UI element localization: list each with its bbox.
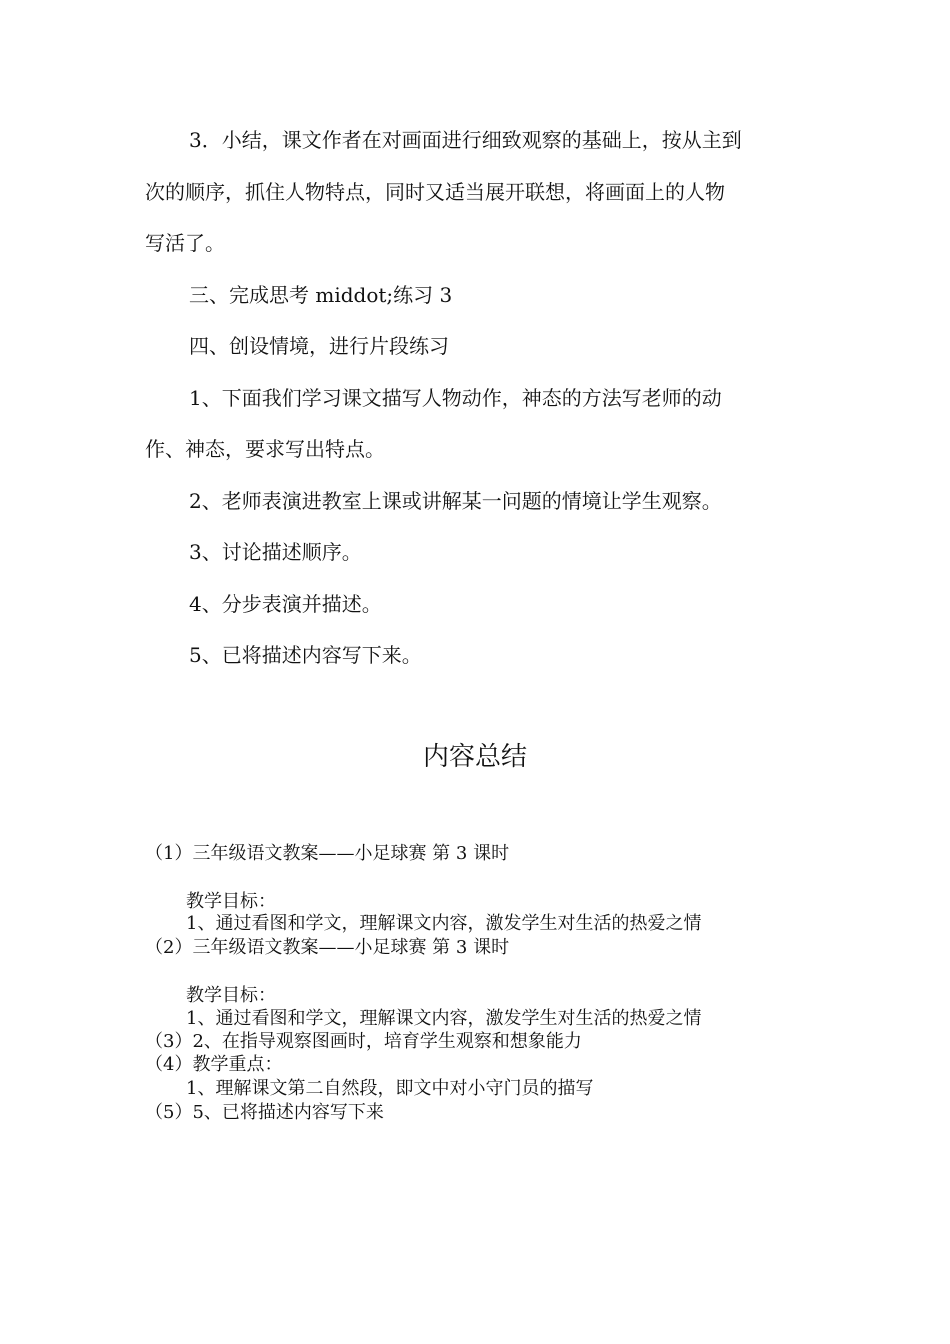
summary-line-10: （5）5、已将描述内容写下来 xyxy=(145,1102,384,1123)
body-line-10: 4、分步表演并描述。 xyxy=(189,592,382,616)
summary-line-4: （2）三年级语文教案——小足球赛 第 3 课时 xyxy=(145,937,510,958)
body-line-6: 1、下面我们学习课文描写人物动作，神态的方法写老师的动 xyxy=(189,386,722,410)
summary-line-7: （3）2、在指导观察图画时，培育学生观察和想象能力 xyxy=(145,1031,582,1052)
body-line-4: 三、完成思考 middot;练习 3 xyxy=(189,283,453,307)
summary-line-2: 教学目标： xyxy=(186,891,276,912)
summary-line-3: 1、通过看图和学文，理解课文内容，激发学生对生活的热爱之情 xyxy=(186,913,702,934)
summary-line-8: （4）教学重点： xyxy=(145,1054,283,1075)
body-line-1: 3．小结，课文作者在对画面进行细致观察的基础上，按从主到 xyxy=(189,128,742,152)
summary-line-5: 教学目标： xyxy=(186,985,276,1006)
body-line-11: 5、已将描述内容写下来。 xyxy=(189,643,422,667)
body-line-3: 写活了。 xyxy=(145,231,225,255)
body-line-7: 作、神态，要求写出特点。 xyxy=(145,437,385,461)
body-line-8: 2、老师表演进教室上课或讲解某一问题的情境让学生观察。 xyxy=(189,489,722,513)
body-line-9: 3、讨论描述顺序。 xyxy=(189,540,362,564)
summary-line-1: （1）三年级语文教案——小足球赛 第 3 课时 xyxy=(145,843,510,864)
body-line-5: 四、创设情境，进行片段练习 xyxy=(189,334,449,358)
summary-line-6: 1、通过看图和学文，理解课文内容，激发学生对生活的热爱之情 xyxy=(186,1008,702,1029)
summary-line-9: 1、理解课文第二自然段，即文中对小守门员的描写 xyxy=(186,1078,594,1099)
body-line-2: 次的顺序，抓住人物特点，同时又适当展开联想，将画面上的人物 xyxy=(145,180,725,204)
summary-title: 内容总结 xyxy=(422,742,527,772)
